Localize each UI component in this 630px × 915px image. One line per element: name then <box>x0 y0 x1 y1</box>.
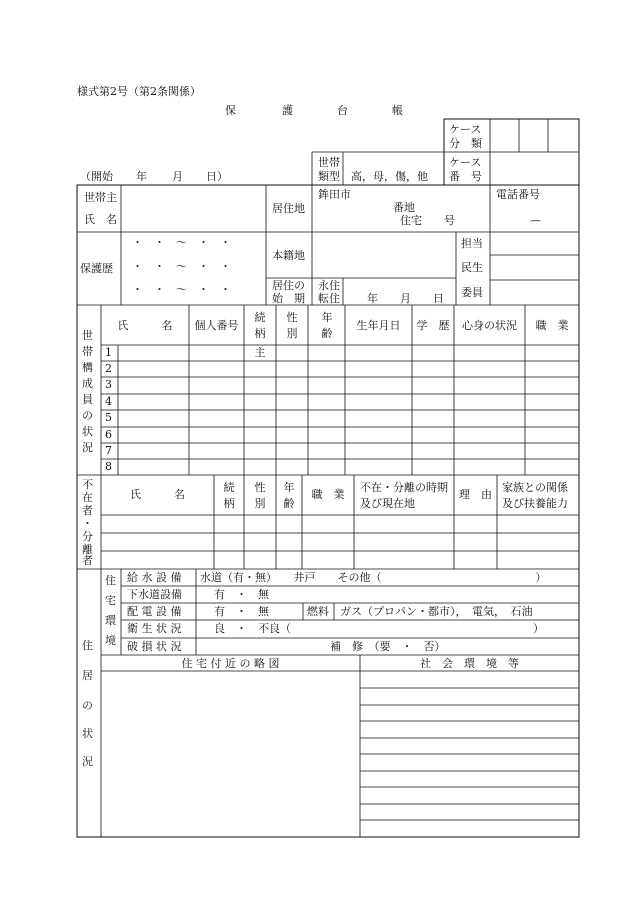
section-char: 況 <box>82 755 93 768</box>
eijyu-label: 永住 <box>318 279 340 292</box>
power-label: 配 電 設 備 <box>127 605 182 618</box>
section-char: 状 <box>82 727 93 740</box>
eijyu-label: 転住 <box>318 292 340 305</box>
table-row-no: 7 <box>105 444 112 457</box>
title-char: 護 <box>282 104 293 117</box>
members-header-birth: 生年月日 <box>356 319 401 332</box>
table-row-no: 5 <box>105 411 112 424</box>
honseki-label: 本籍地 <box>272 249 305 262</box>
section-char: 住 <box>105 574 116 587</box>
sewer-label: 下水道設備 <box>127 588 182 601</box>
absent-header-sex: 性別 <box>254 481 266 510</box>
section-char: 状 <box>82 425 93 438</box>
members-header-education: 学 歴 <box>416 319 450 332</box>
section-char: 況 <box>82 441 93 454</box>
phone-separator: — <box>530 214 541 227</box>
table-row-no: 8 <box>105 460 112 473</box>
section-char: 員 <box>82 393 93 406</box>
household-head-name-label: 氏 名 <box>84 213 117 226</box>
case-class-label: 分 類 <box>449 137 482 150</box>
household-type-label: 類型 <box>318 170 340 183</box>
absent-header-period: 不在・分離の時期及び現在地 <box>360 481 448 510</box>
tanto-label: 委員 <box>461 286 483 299</box>
banchi-label: 番地 <box>393 201 415 214</box>
members-header-job: 職 業 <box>535 319 569 332</box>
section-char: ・ <box>82 517 93 530</box>
section-char: の <box>82 699 93 712</box>
household-type-options: 高，母，傷，他 <box>351 170 428 183</box>
eijyu-date: 年 月 日 <box>367 292 444 305</box>
section-char: 者 <box>82 504 93 517</box>
history-row: ・ ・ 〜 ・ ・ <box>132 283 231 296</box>
absent-header-relation: 続柄 <box>223 481 235 510</box>
table-row-no: 4 <box>105 395 112 408</box>
members-header-sex: 性別 <box>286 311 298 340</box>
table-row-relation: 主 <box>254 346 266 359</box>
absent-header-family: 家族との関係及び扶養能力 <box>502 481 568 510</box>
start-month: 月 <box>172 170 183 183</box>
history-label: 保護歴 <box>80 262 113 275</box>
section-char: 宅 <box>105 594 116 607</box>
city-name: 鉾田市 <box>318 188 351 201</box>
absent-header-job: 職 業 <box>311 488 345 501</box>
section-char: 構 <box>82 361 93 374</box>
household-type-label: 世帯 <box>318 156 340 169</box>
form-number: 様式第2号（第2条関係） <box>77 85 201 98</box>
title-char: 保 <box>225 104 236 117</box>
hygiene-value: 良 ・ 不良（ ） <box>214 622 544 635</box>
absent-header-age: 年齢 <box>283 481 295 510</box>
members-header-relation: 続柄 <box>254 311 266 340</box>
section-char: 境 <box>105 634 116 647</box>
section-char: 離 <box>82 543 93 556</box>
kyoju-label: 始 期 <box>272 292 305 305</box>
title-char: 台 <box>337 104 348 117</box>
kyoju-label: 居住の <box>272 279 305 292</box>
members-header-health: 心身の状況 <box>462 319 517 332</box>
map-label: 住 宅 付 近 の 略 図 <box>181 657 280 670</box>
table-row-no: 1 <box>105 346 112 359</box>
case-class-label: ケース <box>449 123 482 136</box>
case-no-label: 番 号 <box>449 170 482 183</box>
section-char: 帯 <box>82 345 93 358</box>
residence-label: 居住地 <box>272 202 305 215</box>
section-char: 環 <box>105 614 116 627</box>
social-env-label: 社 会 環 境 等 <box>420 657 519 670</box>
history-row: ・ ・ 〜 ・ ・ <box>132 236 231 249</box>
section-char: の <box>82 409 93 422</box>
title-char: 帳 <box>392 104 403 117</box>
table-row-no: 3 <box>105 378 112 391</box>
table-row-no: 2 <box>105 362 112 375</box>
water-value: 水道（有・無） 井戸 その他（ ） <box>200 571 547 584</box>
section-char: 分 <box>82 530 93 543</box>
section-char: 住 <box>82 639 93 652</box>
damage-value: 補 修 （要 ・ 否） <box>330 640 446 653</box>
section-char: 世 <box>82 329 93 342</box>
jutaku-label: 住宅 号 <box>400 214 455 227</box>
tanto-label: 担当 <box>461 237 483 250</box>
section-char: 成 <box>82 377 93 390</box>
start-label: （開始 <box>80 170 113 183</box>
section-char: 居 <box>82 669 93 682</box>
section-char: 者 <box>82 554 93 567</box>
power-value: 有 ・ 無 <box>214 605 269 618</box>
absent-header-reason: 理 由 <box>459 488 492 501</box>
case-no-label: ケース <box>449 156 482 169</box>
sewer-value: 有 ・ 無 <box>214 588 269 601</box>
section-char: 不 <box>82 478 93 491</box>
damage-label: 破 損 状 況 <box>127 640 182 653</box>
start-day: 日） <box>206 170 228 183</box>
hygiene-label: 衛 生 状 況 <box>127 622 182 635</box>
fuel-label: 燃料 <box>307 605 329 618</box>
members-header-age: 年齢 <box>321 311 333 340</box>
section-char: 在 <box>82 491 93 504</box>
fuel-value: ガス（プロパン・都市）， 電気， 石油 <box>340 605 533 618</box>
tanto-label: 民生 <box>461 261 483 274</box>
absent-header-name: 氏 名 <box>130 488 185 501</box>
water-label: 給 水 設 備 <box>127 571 182 584</box>
members-header-name: 氏 名 <box>117 319 173 332</box>
start-year: 年 <box>136 170 147 183</box>
phone-label: 電話番号 <box>496 188 540 201</box>
table-row-no: 6 <box>105 428 112 441</box>
household-head-label: 世帯主 <box>84 191 117 204</box>
members-header-number: 個人番号 <box>194 319 239 332</box>
history-row: ・ ・ 〜 ・ ・ <box>132 260 231 273</box>
